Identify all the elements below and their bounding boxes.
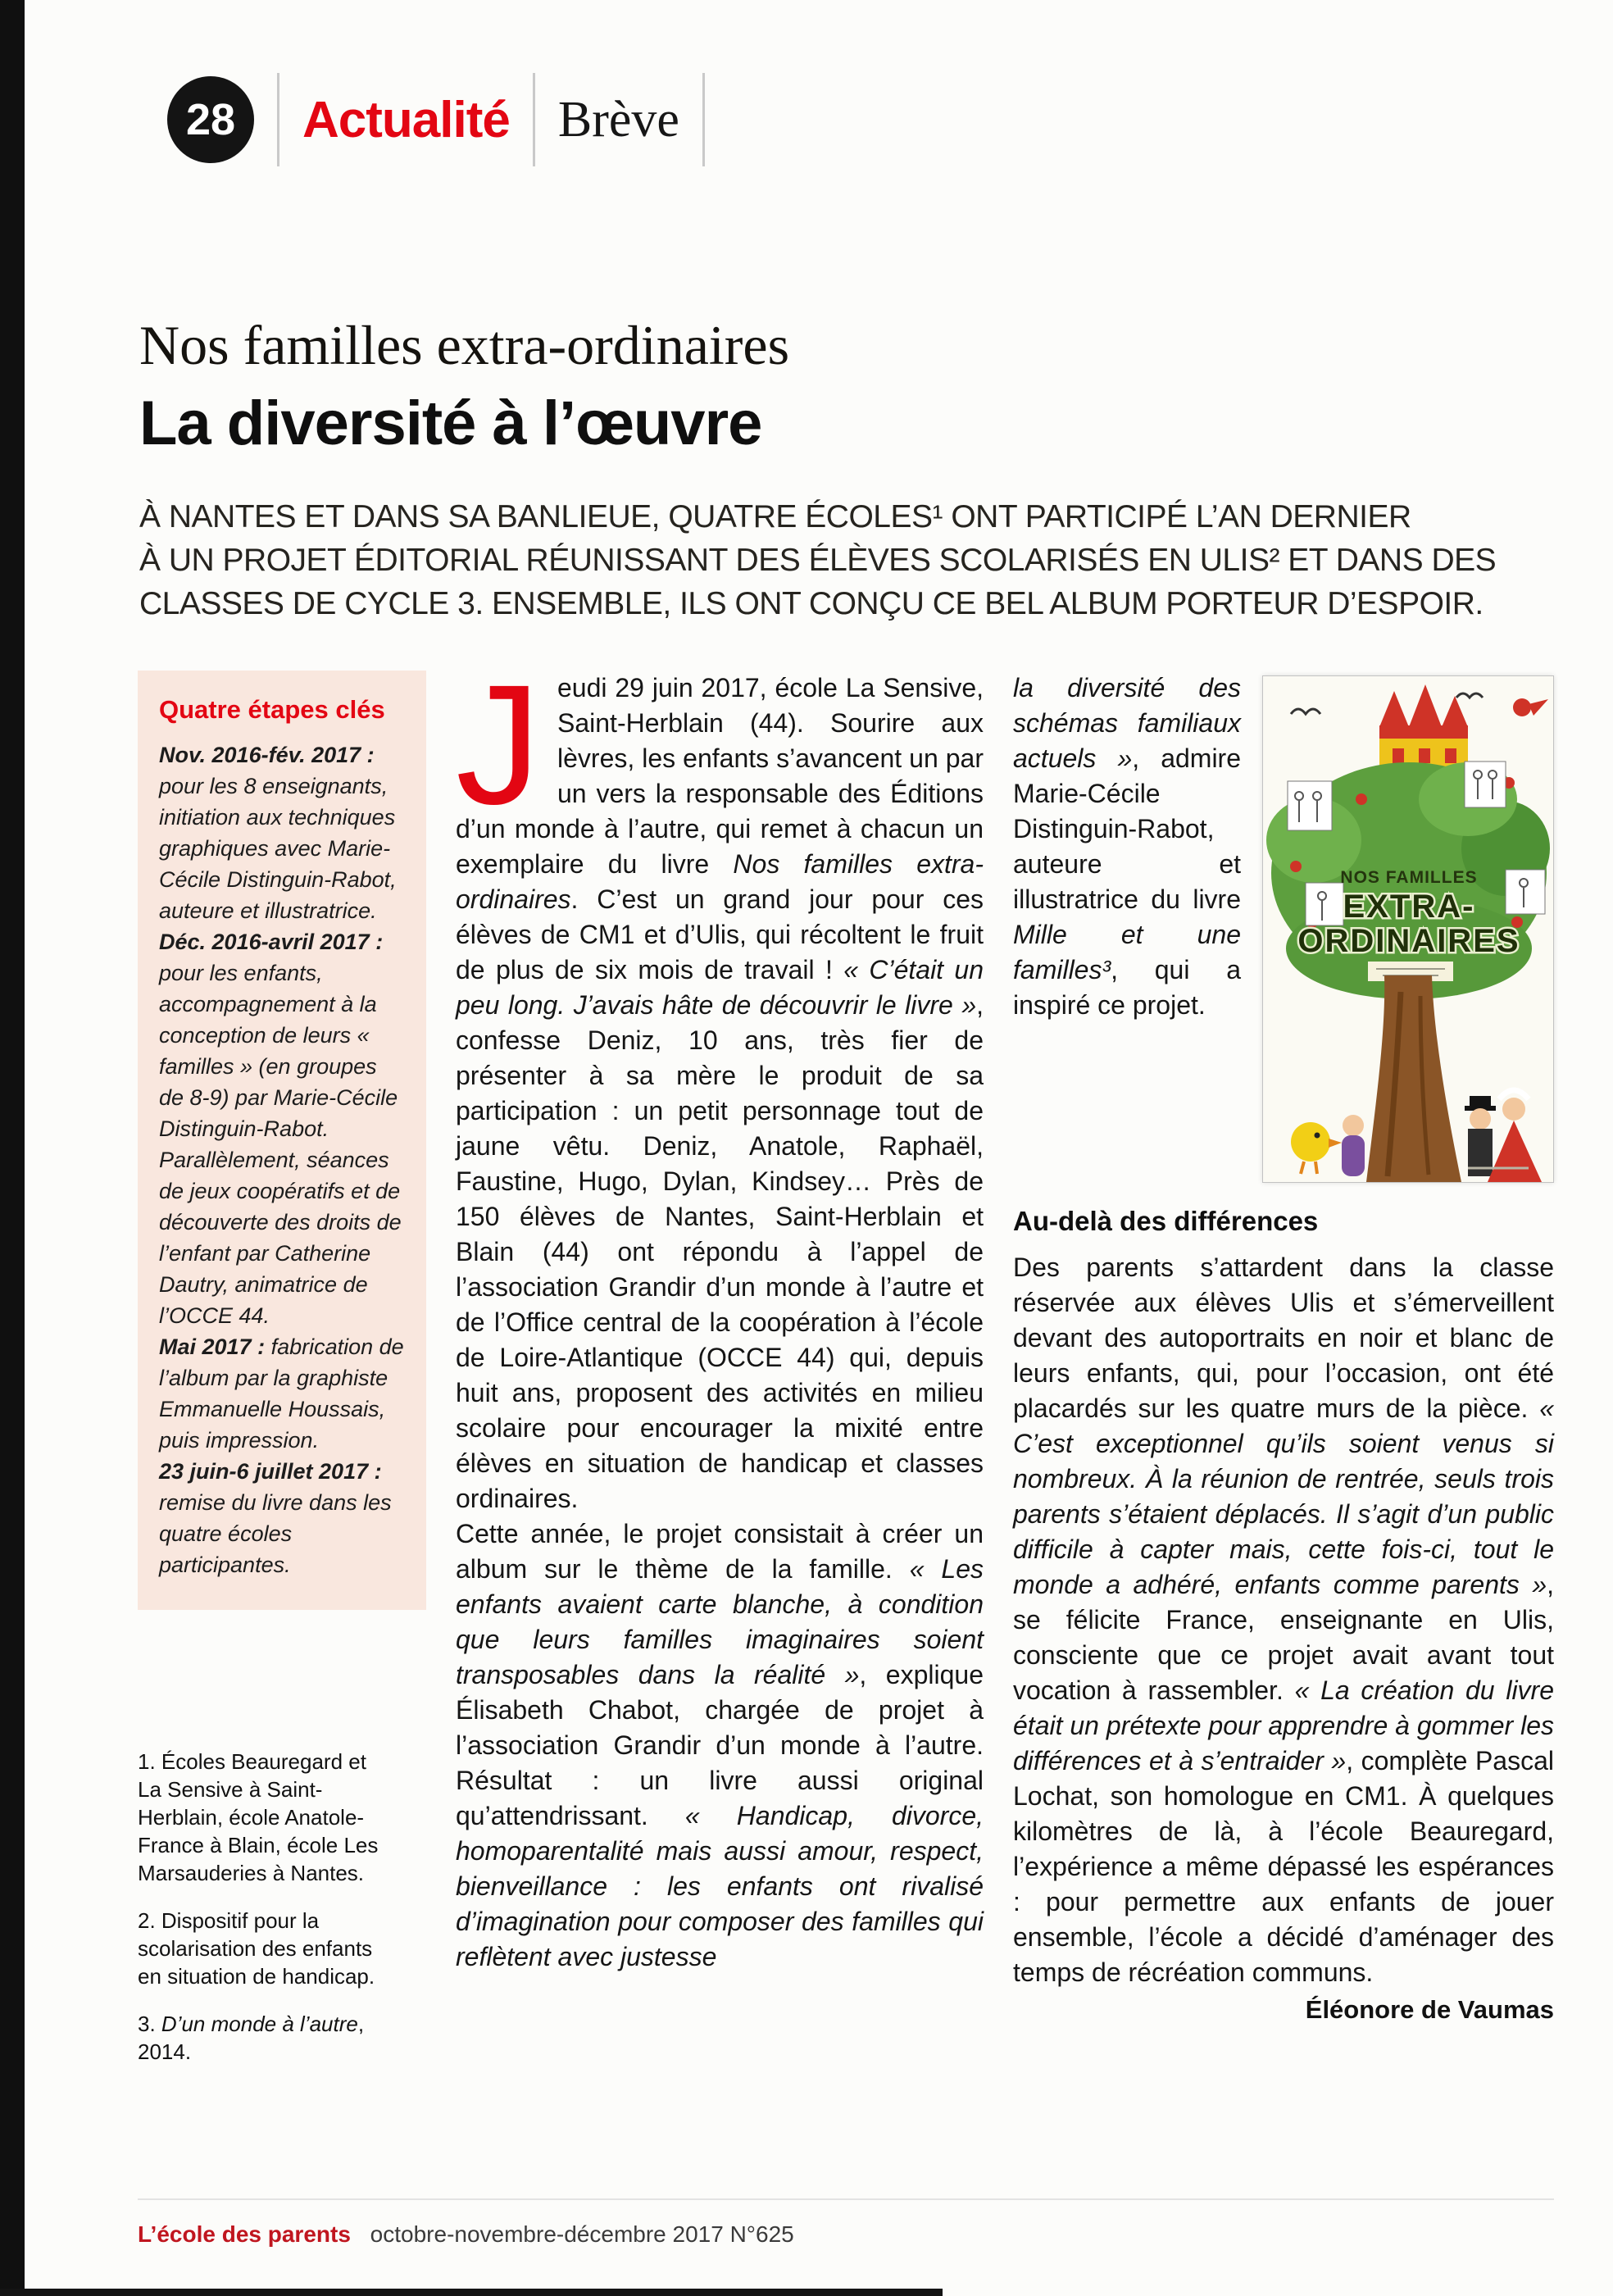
key-step-text: pour les 8 enseignants, initiation aux techniques graphiques avec Marie-Cécile Distinguin-Rabot, auteure et illustratrice. (159, 774, 397, 923)
standfirst-line: À NANTES ET DANS SA BANLIEUE, QUATRE ÉCOLES¹ ONT PARTICIPÉ L’AN DERNIER (139, 499, 1411, 534)
paragraph-text: eudi 29 juin 2017, école La Sensive, Saint-Herblain (44). Sourire aux lèvres, les enfants s’avancent un par un vers la responsable des Éditions d’un monde à l’autre, qui remet à chacun un exemplaire du livre Nos familles extra-ordinaires. C’est un grand jour pour ces élèves de CM1 et d’Ulis, qui récoltent le fruit de plus de six mois de travail ! « C’était un peu long. J’avais hâte de découvrir le livre », confesse Deniz, 10 ans, très fier de présenter à sa mère le produit de sa participation : un petit personnage tout de jaune vêtu. Deniz, Anatole, Raphaël, Faustine, Hugo, Dylan, Kindsey… Près de 150 élèves de Nantes, Saint-Herblain et Blain (44) ont répondu à l’appel de l’association Grandir d’un monde à l’autre et de l’Office central de la coopération à l’école de Loire-Atlantique (OCCE 44) qui, depuis huit ans, proposent des activités en milieu scolaire pour encourager la mixité entre élèves en situation de handicap et classes ordinaires. (456, 673, 984, 1513)
book-cover-art (1263, 676, 1553, 1182)
hat-figure (1470, 1096, 1491, 1107)
page-header (167, 72, 728, 167)
issue-info: octobre-novembre-décembre 2017 N°625 (370, 2221, 794, 2247)
drop-cap: J (456, 650, 541, 840)
footnotes (138, 1748, 393, 2066)
red-bird-icon (1513, 698, 1531, 716)
book-cover-illustration (1262, 675, 1554, 1183)
key-steps-box (138, 671, 426, 1610)
key-steps-title: Quatre étapes clés (159, 695, 385, 724)
article-column-1 (456, 650, 984, 2085)
subheading: Au-delà des différences (1013, 1206, 1319, 1236)
purple-figure (1343, 1115, 1364, 1136)
section-label: Actualité (302, 91, 510, 148)
body-paragraph-3: la diversité des schémas familiaux actuels », admire Marie-Cécile Distinguin-Rabot, auteure et illustratrice du livre Mille et une familles³, qui a inspiré ce projet. (1013, 673, 1242, 1020)
article-body (138, 650, 1555, 2085)
key-step-date: 23 juin-6 juillet 2017 : (159, 1459, 382, 1484)
header-divider (277, 73, 279, 166)
cover-series-title: NOS FAMILLES (1340, 868, 1478, 887)
scan-edge-bottom (0, 2289, 943, 2296)
key-step-date: Nov. 2016-fév. 2017 : (159, 743, 375, 767)
footnote-2: 2. Dispositif pour la scolarisation des enfants en situation de handicap. (138, 1908, 375, 1989)
footnote-3: 3. D’un monde à l’autre, 2014. (138, 2012, 365, 2064)
footer-rule (138, 2198, 1554, 2200)
left-column (138, 671, 426, 2085)
standfirst-line: À UN PROJET ÉDITORIAL RÉUNISSANT DES ÉLÈVES SCOLARISÉS EN ULIS² ET DANS DES (139, 543, 1497, 578)
article-column-2 (1013, 671, 1554, 2085)
article-title: La diversité à l’œuvre (139, 389, 762, 458)
header-divider (533, 73, 535, 166)
chick (1291, 1122, 1330, 1162)
key-step (159, 926, 405, 1331)
subsection-label: Brève (557, 91, 679, 148)
body-paragraph-2: Cette année, le projet consistait à créer un album sur le thème de la famille. « Les enfants avaient carte blanche, à condition que leurs familles imaginaires soient transposables dans la réalité », explique Élisabeth Chabot, chargée de projet à l’association Grandir d’un monde à l’autre. Résultat : un livre aussi original qu’attendrissant. « Handicap, divorce, homoparentalité mais aussi amour, respect, bienveillance : les enfants ont rivalisé d’imagination pour composer des familles qui reflètent avec justesse (456, 1519, 984, 1971)
magazine-name: L’école des parents (138, 2221, 351, 2247)
key-step (159, 1456, 405, 1580)
standfirst-line: CLASSES DE CYCLE 3. ENSEMBLE, ILS ONT CONÇU CE BEL ALBUM PORTEUR D’ESPOIR. (139, 586, 1484, 621)
page-footer (138, 2221, 794, 2248)
footnote-1: 1. Écoles Beauregard et La Sensive à Saint-Herblain, école Anatole-France à Blain, école Les Marsauderies à Nantes. (138, 1749, 379, 1885)
body-paragraph-1 (456, 650, 984, 1516)
cover-title-line1: EXTRA- (1343, 889, 1475, 925)
key-step-text: remise du livre dans les quatre écoles participantes. (159, 1490, 392, 1577)
key-step-date: Déc. 2016-avril 2017 : (159, 930, 384, 954)
key-step-date: Mai 2017 : (159, 1334, 266, 1359)
header-divider (702, 73, 705, 166)
article-kicker: Nos familles extra-ordinaires (139, 314, 790, 376)
article-standfirst (139, 495, 1557, 625)
key-step-text: pour les enfants, accompagnement à la conception de leurs « familles » (en groupes de 8-9) par Marie-Cécile Distinguin-Rabot. Parallèlement, séances de jeux coopératifs et de découverte des droits de l’enfant par Catherine Dautry, animatrice de l’OCCE 44. (159, 961, 402, 1328)
body-paragraph-4: Des parents s’attardent dans la classe réservée aux élèves Ulis et s’émerveillent devant des autoportraits en noir et blanc de leurs enfants, qui, pour l’occasion, ont été placardés sur les quatre murs de la pièce. « C’est exceptionnel qu’ils soient venus si nombreux. À la réunion de rentrée, seuls trois parents s’étaient déplacés. Il s’agit d’un public difficile à capter mais, cette fois-ci, tout le monde a adhéré, enfants comme parents », se félicite France, enseignante en Ulis, consciente que ce projet avait avant tout vocation à rassembler. « La création du livre était un prétexte pour apprendre à gommer les différences et à s’entraider », complète Pascal Lochat, son homologue en CM1. À quelques kilomètres de là, à l’école Beauregard, l’expérience a même dépassé les espérances : pour permettre aux enfants de jouer ensemble, l’école a décidé d’aménager des temps de récréation communs. (1013, 1253, 1555, 1987)
key-step (159, 739, 405, 926)
article-header (139, 313, 1557, 625)
key-step (159, 1331, 405, 1456)
page-number-badge: 28 (167, 76, 254, 163)
key-step-text: fabrication de l’album par la graphiste Emmanuelle Houssais, puis impression. (159, 1334, 404, 1453)
scan-edge-left (0, 0, 25, 2296)
author-byline: Éléonore de Vaumas (1305, 1995, 1554, 2024)
cover-title-line2: ORDINAIRES (1297, 923, 1520, 959)
